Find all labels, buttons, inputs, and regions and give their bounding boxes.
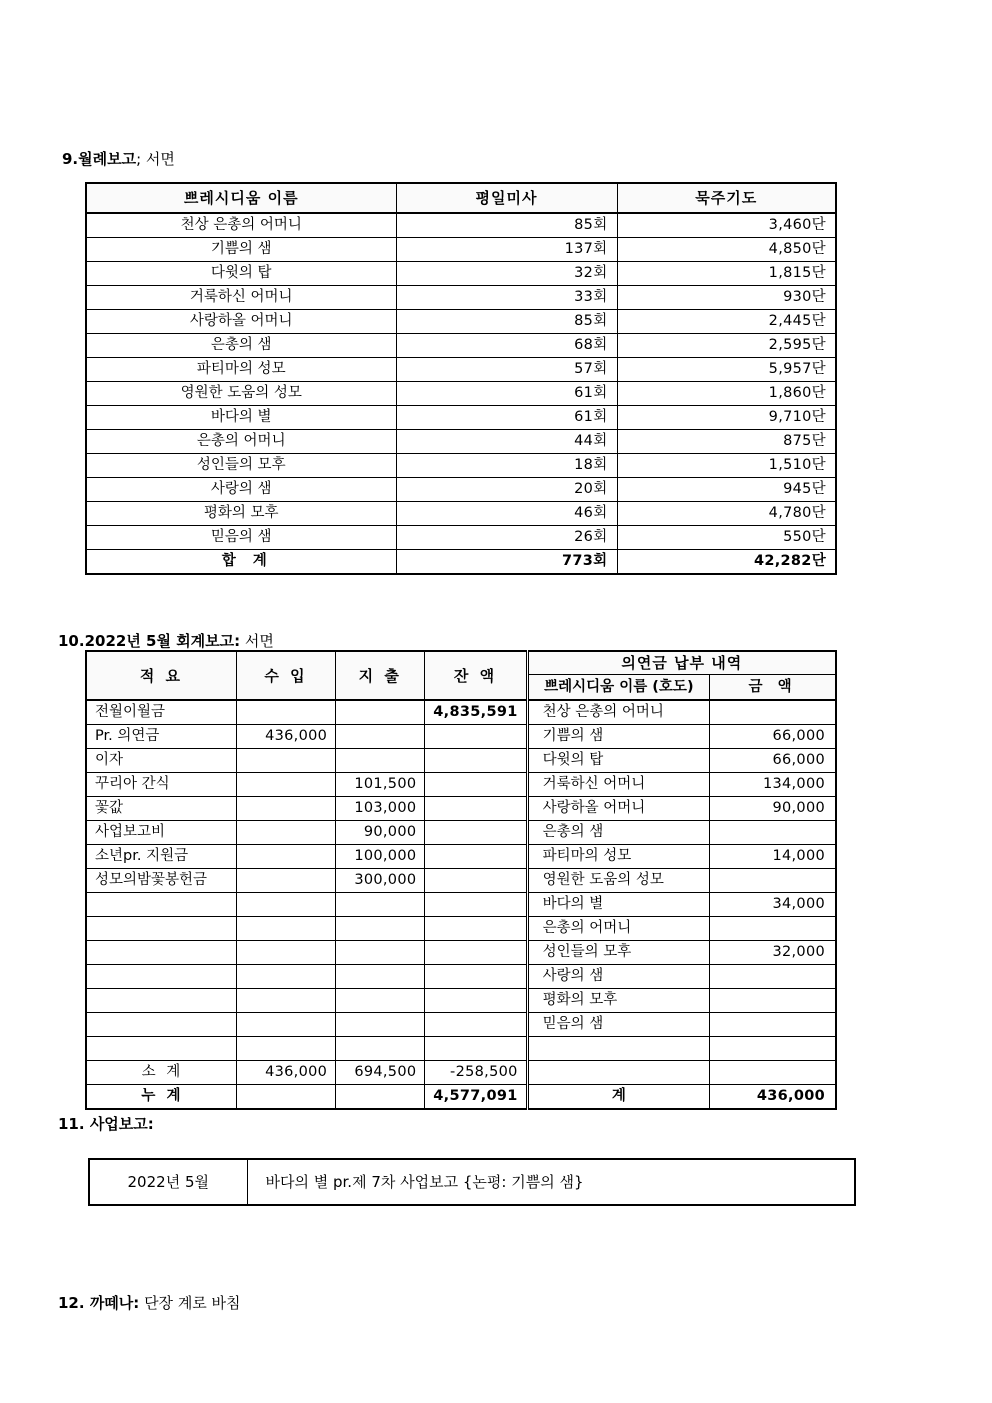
section-note-9: ; 서면 bbox=[136, 150, 175, 168]
col-header-amount: 금 액 bbox=[710, 675, 836, 701]
ledger-income-cell bbox=[236, 965, 335, 989]
ledger-description-cell bbox=[86, 941, 236, 965]
account-subtotal-row bbox=[86, 1061, 836, 1085]
ledger-description-cell bbox=[86, 1013, 236, 1037]
col-header-rosary: 묵주기도 bbox=[617, 183, 836, 213]
donation-amount-cell bbox=[710, 821, 836, 845]
ledger-income-cell bbox=[236, 941, 335, 965]
table-row bbox=[86, 893, 836, 917]
table-row bbox=[86, 430, 836, 454]
section-title-10: 2022년 5월 회계보고: bbox=[84, 632, 241, 650]
table-row bbox=[86, 749, 836, 773]
presidium-name-cell: 천상 은총의 어머니 bbox=[86, 213, 396, 238]
ledger-expense-cell bbox=[336, 1013, 425, 1037]
business-report-table bbox=[88, 1158, 856, 1206]
table-row bbox=[86, 262, 836, 286]
donation-amount-cell: 134,000 bbox=[710, 773, 836, 797]
presidium-name-cell: 기쁨의 샘 bbox=[86, 238, 396, 262]
donation-blank-cell bbox=[527, 1061, 709, 1085]
ledger-description-cell: Pr. 의연금 bbox=[86, 725, 236, 749]
business-content: 바다의 별 pr.제 7차 사업보고 {논평: 기쁨의 샘} bbox=[247, 1159, 855, 1205]
ledger-income-cell bbox=[236, 869, 335, 893]
ledger-balance-cell bbox=[425, 797, 527, 821]
ledger-balance-cell bbox=[425, 821, 527, 845]
presidium-name-cell: 사랑의 샘 bbox=[86, 478, 396, 502]
ledger-expense-cell: 100,000 bbox=[336, 845, 425, 869]
weekday-mass-cell: 57회 bbox=[396, 358, 617, 382]
table-row bbox=[86, 845, 836, 869]
ledger-balance-cell bbox=[425, 773, 527, 797]
donation-amount-cell: 34,000 bbox=[710, 893, 836, 917]
ledger-description-cell bbox=[86, 1037, 236, 1061]
rosary-cell: 3,460단 bbox=[617, 213, 836, 238]
weekday-mass-cell: 32회 bbox=[396, 262, 617, 286]
presidium-name-cell: 성인들의 모후 bbox=[86, 454, 396, 478]
section-note-12: 단장 계로 바침 bbox=[139, 1294, 241, 1312]
ledger-expense-cell: 90,000 bbox=[336, 821, 425, 845]
ledger-description-cell bbox=[86, 989, 236, 1013]
donation-presidium-cell: 영원한 도움의 성모 bbox=[527, 869, 709, 893]
table-row bbox=[86, 382, 836, 406]
table-row bbox=[86, 773, 836, 797]
presidium-name-cell: 다윗의 탑 bbox=[86, 262, 396, 286]
table-row bbox=[86, 478, 836, 502]
col-header-description: 적 요 bbox=[86, 651, 236, 700]
ledger-balance-cell bbox=[425, 1013, 527, 1037]
donation-presidium-cell: 기쁨의 샘 bbox=[527, 725, 709, 749]
ledger-balance-cell: 4,835,591 bbox=[425, 700, 527, 725]
table-row bbox=[86, 869, 836, 893]
table-row bbox=[86, 941, 836, 965]
ledger-expense-cell bbox=[336, 1037, 425, 1061]
table-row bbox=[86, 1013, 836, 1037]
subtotal-income: 436,000 bbox=[236, 1061, 335, 1085]
ledger-expense-cell: 103,000 bbox=[336, 797, 425, 821]
rosary-cell: 1,860단 bbox=[617, 382, 836, 406]
ledger-balance-cell bbox=[425, 1037, 527, 1061]
total-label: 합 계 bbox=[86, 550, 396, 575]
table-row bbox=[86, 502, 836, 526]
ledger-balance-cell bbox=[425, 749, 527, 773]
presidium-name-cell: 평화의 모후 bbox=[86, 502, 396, 526]
rosary-cell: 945단 bbox=[617, 478, 836, 502]
weekday-mass-cell: 26회 bbox=[396, 526, 617, 550]
table-row bbox=[86, 917, 836, 941]
ledger-expense-cell bbox=[336, 749, 425, 773]
donation-presidium-cell: 사랑하올 어머니 bbox=[527, 797, 709, 821]
section-heading-monthly bbox=[62, 148, 175, 169]
ledger-income-cell bbox=[236, 989, 335, 1013]
donation-blank-amount-cell bbox=[710, 1061, 836, 1085]
ledger-expense-cell: 300,000 bbox=[336, 869, 425, 893]
ledger-income-cell bbox=[236, 749, 335, 773]
ledger-balance-cell bbox=[425, 725, 527, 749]
table-row bbox=[86, 989, 836, 1013]
ledger-expense-cell bbox=[336, 700, 425, 725]
section-title-9: 월례보고 bbox=[78, 150, 137, 168]
ledger-income-cell bbox=[236, 700, 335, 725]
section-heading-catena bbox=[58, 1292, 241, 1313]
section-number-10: 10. bbox=[58, 632, 85, 650]
monthly-total-row bbox=[86, 550, 836, 575]
donation-amount-cell bbox=[710, 869, 836, 893]
grandtotal-label: 누 계 bbox=[86, 1085, 236, 1110]
grandtotal-income bbox=[236, 1085, 335, 1110]
presidium-name-cell: 사랑하올 어머니 bbox=[86, 310, 396, 334]
weekday-mass-cell: 20회 bbox=[396, 478, 617, 502]
rosary-cell: 9,710단 bbox=[617, 406, 836, 430]
ledger-income-cell bbox=[236, 1013, 335, 1037]
rosary-cell: 5,957단 bbox=[617, 358, 836, 382]
donation-presidium-cell: 거룩하신 어머니 bbox=[527, 773, 709, 797]
ledger-balance-cell bbox=[425, 869, 527, 893]
donation-presidium-cell: 다윗의 탑 bbox=[527, 749, 709, 773]
weekday-mass-cell: 44회 bbox=[396, 430, 617, 454]
rosary-cell: 2,445단 bbox=[617, 310, 836, 334]
rosary-cell: 2,595단 bbox=[617, 334, 836, 358]
ledger-income-cell bbox=[236, 821, 335, 845]
ledger-income-cell bbox=[236, 917, 335, 941]
ledger-expense-cell bbox=[336, 989, 425, 1013]
table-row bbox=[86, 406, 836, 430]
weekday-mass-cell: 18회 bbox=[396, 454, 617, 478]
ledger-description-cell: 꽃값 bbox=[86, 797, 236, 821]
ledger-income-cell bbox=[236, 797, 335, 821]
rosary-cell: 4,850단 bbox=[617, 238, 836, 262]
col-header-income: 수 입 bbox=[236, 651, 335, 700]
donation-amount-cell bbox=[710, 1037, 836, 1061]
col-header-donation-group: 의연금 납부 내역 bbox=[527, 651, 836, 675]
ledger-description-cell bbox=[86, 893, 236, 917]
rosary-cell: 1,815단 bbox=[617, 262, 836, 286]
presidium-name-cell: 영원한 도움의 성모 bbox=[86, 382, 396, 406]
table-row bbox=[86, 238, 836, 262]
presidium-name-cell: 은총의 어머니 bbox=[86, 430, 396, 454]
donation-presidium-cell: 사랑의 샘 bbox=[527, 965, 709, 989]
section-number-11: 11. bbox=[58, 1115, 85, 1133]
donation-amount-cell: 90,000 bbox=[710, 797, 836, 821]
table-row bbox=[86, 700, 836, 725]
table-row bbox=[86, 526, 836, 550]
ledger-description-cell: 전월이월금 bbox=[86, 700, 236, 725]
ledger-income-cell bbox=[236, 845, 335, 869]
ledger-expense-cell bbox=[336, 917, 425, 941]
presidium-name-cell: 믿음의 샘 bbox=[86, 526, 396, 550]
donation-presidium-cell: 은총의 샘 bbox=[527, 821, 709, 845]
account-report-table bbox=[85, 650, 837, 1110]
subtotal-label: 소 계 bbox=[86, 1061, 236, 1085]
ledger-balance-cell bbox=[425, 893, 527, 917]
table-row bbox=[86, 1037, 836, 1061]
table-row bbox=[86, 334, 836, 358]
table-row bbox=[86, 310, 836, 334]
ledger-description-cell: 이자 bbox=[86, 749, 236, 773]
ledger-description-cell bbox=[86, 917, 236, 941]
rosary-cell: 875단 bbox=[617, 430, 836, 454]
ledger-income-cell bbox=[236, 893, 335, 917]
table-row bbox=[86, 821, 836, 845]
ledger-income-cell: 436,000 bbox=[236, 725, 335, 749]
section-heading-business bbox=[58, 1113, 154, 1134]
table-row bbox=[86, 725, 836, 749]
col-header-balance: 잔 액 bbox=[425, 651, 527, 700]
rosary-cell: 550단 bbox=[617, 526, 836, 550]
grandtotal-balance: 4,577,091 bbox=[425, 1085, 527, 1110]
ledger-description-cell bbox=[86, 965, 236, 989]
weekday-mass-cell: 61회 bbox=[396, 406, 617, 430]
ledger-expense-cell bbox=[336, 725, 425, 749]
donation-presidium-cell: 은총의 어머니 bbox=[527, 917, 709, 941]
table-row bbox=[86, 797, 836, 821]
table-row bbox=[86, 358, 836, 382]
col-header-expense: 지 출 bbox=[336, 651, 425, 700]
donation-total-amount: 436,000 bbox=[710, 1085, 836, 1110]
subtotal-expense: 694,500 bbox=[336, 1061, 425, 1085]
donation-amount-cell bbox=[710, 965, 836, 989]
weekday-mass-cell: 68회 bbox=[396, 334, 617, 358]
donation-amount-cell: 32,000 bbox=[710, 941, 836, 965]
section-heading-account bbox=[58, 630, 274, 651]
presidium-name-cell: 파티마의 성모 bbox=[86, 358, 396, 382]
donation-amount-cell bbox=[710, 989, 836, 1013]
ledger-balance-cell bbox=[425, 941, 527, 965]
ledger-expense-cell bbox=[336, 965, 425, 989]
section-title-11: 사업보고: bbox=[89, 1115, 154, 1133]
weekday-mass-cell: 46회 bbox=[396, 502, 617, 526]
presidium-name-cell: 은총의 샘 bbox=[86, 334, 396, 358]
section-title-12: 까떼나: bbox=[89, 1294, 140, 1312]
ledger-balance-cell bbox=[425, 965, 527, 989]
donation-amount-cell: 14,000 bbox=[710, 845, 836, 869]
ledger-balance-cell bbox=[425, 989, 527, 1013]
ledger-description-cell: 소년pr. 지원금 bbox=[86, 845, 236, 869]
donation-amount-cell bbox=[710, 700, 836, 725]
table-row bbox=[86, 286, 836, 310]
ledger-description-cell: 사업보고비 bbox=[86, 821, 236, 845]
section-number-9: 9. bbox=[62, 150, 79, 168]
table-row bbox=[86, 213, 836, 238]
ledger-expense-cell: 101,500 bbox=[336, 773, 425, 797]
section-note-10: 서면 bbox=[240, 632, 274, 650]
donation-presidium-cell: 바다의 별 bbox=[527, 893, 709, 917]
monthly-report-table bbox=[85, 182, 837, 575]
donation-amount-cell: 66,000 bbox=[710, 749, 836, 773]
donation-amount-cell bbox=[710, 1013, 836, 1037]
business-period: 2022년 5월 bbox=[89, 1159, 247, 1205]
donation-presidium-cell bbox=[527, 1037, 709, 1061]
donation-presidium-cell: 천상 은총의 어머니 bbox=[527, 700, 709, 725]
col-header-presidium-name-hodo: 쁘레시디움 이름 (호도) bbox=[527, 675, 709, 701]
donation-presidium-cell: 믿음의 샘 bbox=[527, 1013, 709, 1037]
donation-presidium-cell: 파티마의 성모 bbox=[527, 845, 709, 869]
rosary-cell: 1,510단 bbox=[617, 454, 836, 478]
weekday-mass-cell: 137회 bbox=[396, 238, 617, 262]
ledger-description-cell: 성모의밤꽃봉헌금 bbox=[86, 869, 236, 893]
total-weekday-mass: 773회 bbox=[396, 550, 617, 575]
donation-amount-cell: 66,000 bbox=[710, 725, 836, 749]
table-row bbox=[89, 1159, 855, 1205]
table-row bbox=[86, 965, 836, 989]
donation-presidium-cell: 성인들의 모후 bbox=[527, 941, 709, 965]
section-number-12: 12. bbox=[58, 1294, 85, 1312]
weekday-mass-cell: 61회 bbox=[396, 382, 617, 406]
weekday-mass-cell: 85회 bbox=[396, 213, 617, 238]
presidium-name-cell: 거룩하신 어머니 bbox=[86, 286, 396, 310]
total-rosary: 42,282단 bbox=[617, 550, 836, 575]
ledger-income-cell bbox=[236, 1037, 335, 1061]
donation-total-label: 계 bbox=[527, 1085, 709, 1110]
ledger-expense-cell bbox=[336, 893, 425, 917]
table-row bbox=[86, 454, 836, 478]
table-header-row-top bbox=[86, 651, 836, 675]
donation-amount-cell bbox=[710, 917, 836, 941]
ledger-balance-cell bbox=[425, 845, 527, 869]
grandtotal-expense bbox=[336, 1085, 425, 1110]
col-header-weekday-mass: 평일미사 bbox=[396, 183, 617, 213]
presidium-name-cell: 바다의 별 bbox=[86, 406, 396, 430]
ledger-income-cell bbox=[236, 773, 335, 797]
rosary-cell: 4,780단 bbox=[617, 502, 836, 526]
ledger-description-cell: 꾸리아 간식 bbox=[86, 773, 236, 797]
weekday-mass-cell: 33회 bbox=[396, 286, 617, 310]
col-header-presidium-name: 쁘레시디움 이름 bbox=[86, 183, 396, 213]
account-grandtotal-row bbox=[86, 1085, 836, 1110]
ledger-balance-cell bbox=[425, 917, 527, 941]
ledger-expense-cell bbox=[336, 941, 425, 965]
table-header-row bbox=[86, 183, 836, 213]
subtotal-balance: -258,500 bbox=[425, 1061, 527, 1085]
weekday-mass-cell: 85회 bbox=[396, 310, 617, 334]
donation-presidium-cell: 평화의 모후 bbox=[527, 989, 709, 1013]
rosary-cell: 930단 bbox=[617, 286, 836, 310]
